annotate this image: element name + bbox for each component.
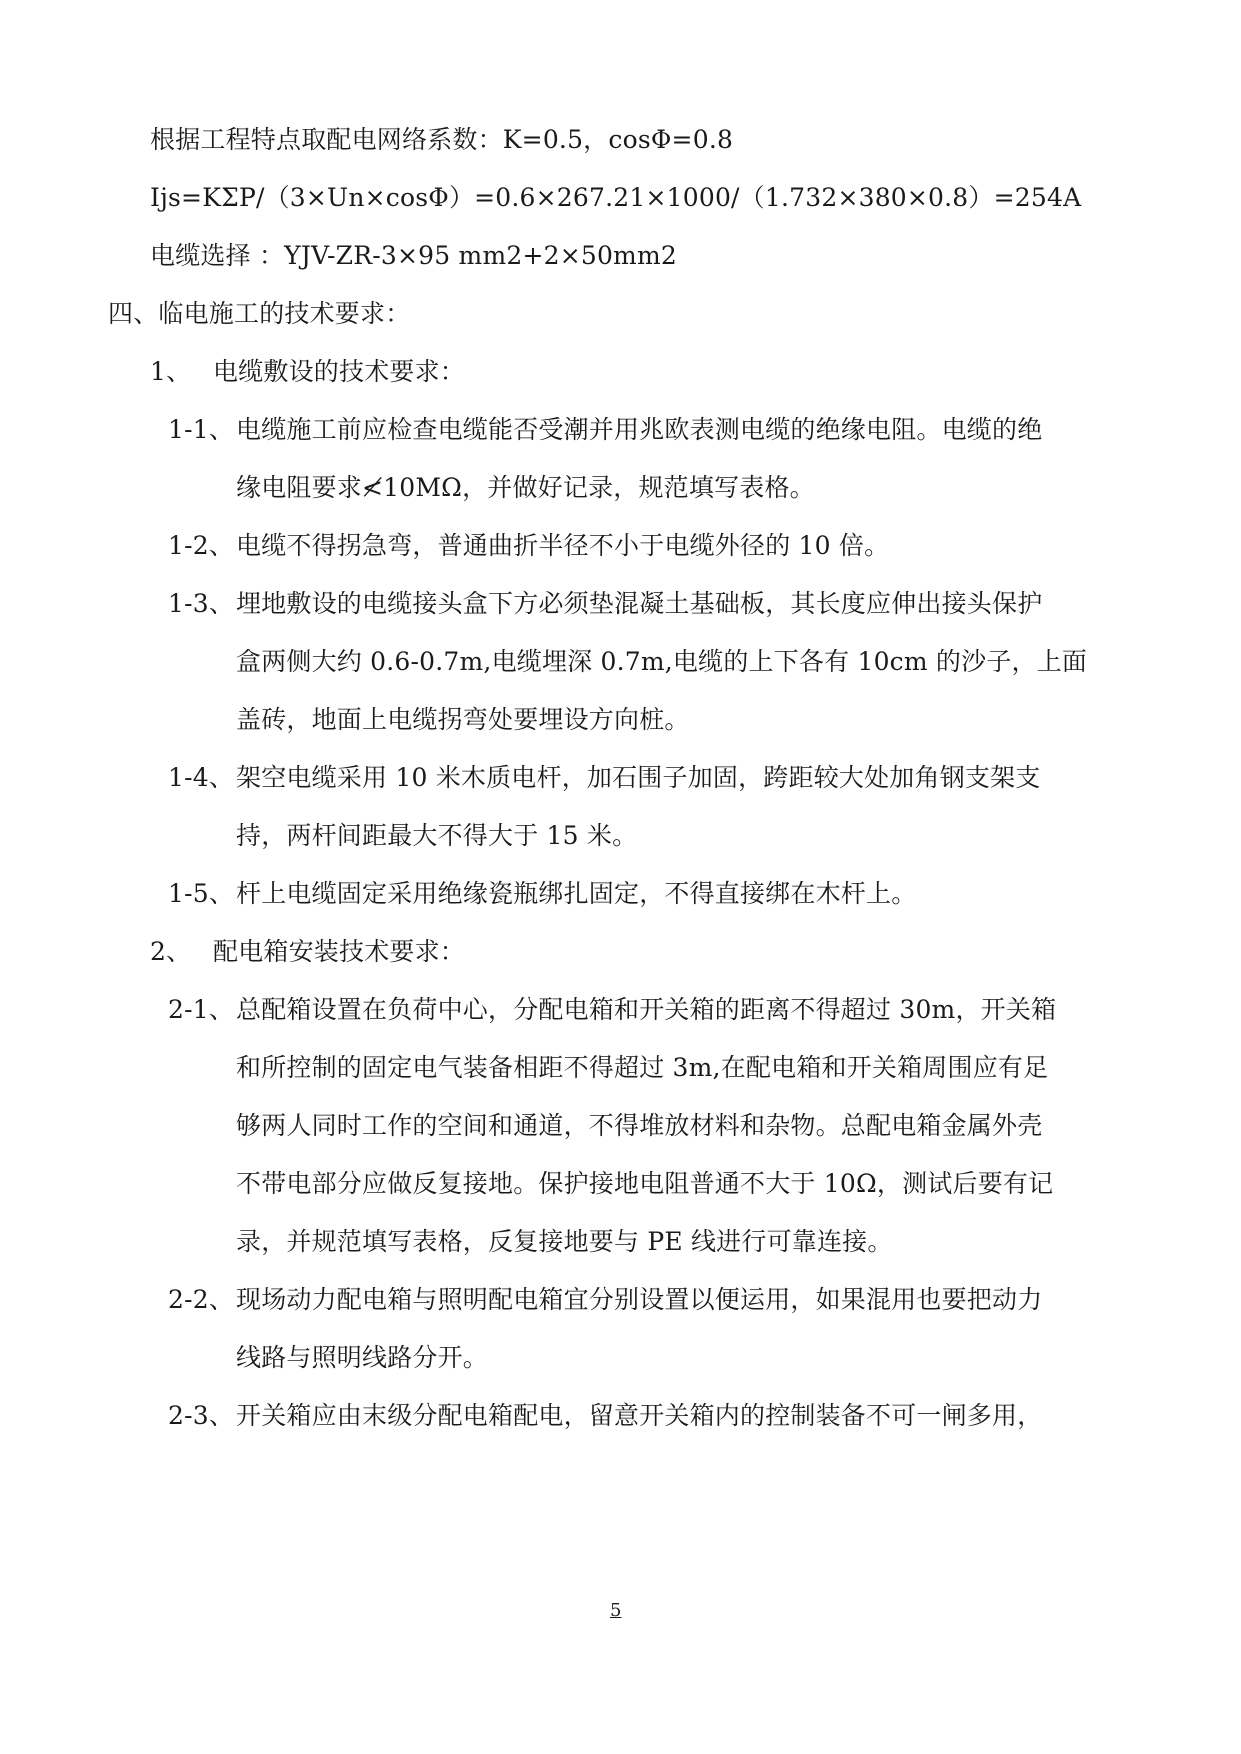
item-1-4-line-2: 持，两杆间距最大不得大于 15 米。 [236, 821, 638, 850]
item-1-1-number: 1-1、 [168, 415, 235, 444]
item-1-3-line-1: 埋地敷设的电缆接头盒下方必须垫混凝土基础板，其长度应伸出接头保护 [236, 589, 1043, 618]
item-1-3-line-2: 盒两侧大约 0.6-0.7m,电缆埋深 0.7m,电缆的上下各有 10cm 的沙子，上面 [236, 647, 1088, 676]
subheading-2-number: 2、 [150, 937, 192, 966]
subheading-2-title: 配电箱安装技术要求： [213, 937, 466, 966]
item-1-3-number: 1-3、 [168, 589, 235, 618]
item-2-1-number: 2-1、 [168, 995, 235, 1024]
item-2-1-line-4: 不带电部分应做反复接地。保护接地电阻普通不大于 10Ω，测试后要有记 [236, 1169, 1054, 1198]
item-2-3-line-1: 开关箱应由末级分配电箱配电，留意开关箱内的控制装备不可一闸多用， [236, 1401, 1043, 1430]
item-1-4-line-1: 架空电缆采用 10 米木质电杆，加石围子加固，跨距较大处加角钢支架支 [236, 763, 1041, 792]
item-2-3-number: 2-3、 [168, 1401, 235, 1430]
item-1-1-line-1: 电缆施工前应检查电缆能否受潮并用兆欧表测电缆的绝缘电阻。电缆的绝 [236, 415, 1043, 444]
item-2-2-line-2: 线路与照明线路分开。 [236, 1343, 489, 1372]
item-1-4-number: 1-4、 [168, 763, 235, 792]
section-4-heading: 四、临电施工的技术要求： [108, 299, 411, 328]
formula-current-line: Ijs=KΣP/（3×Un×cosΦ）=0.6×267.21×1000/（1.732×380×0.8）=254A [150, 183, 1082, 212]
subheading-1-number: 1、 [150, 357, 192, 386]
item-2-2-line-1: 现场动力配电箱与照明配电箱宜分别设置以便运用，如果混用也要把动力 [236, 1285, 1043, 1314]
item-2-1-line-3: 够两人同时工作的空间和通道，不得堆放材料和杂物。总配电箱金属外壳 [236, 1111, 1043, 1140]
item-1-5-line-1: 杆上电缆固定采用绝缘瓷瓶绑扎固定，不得直接绑在木杆上。 [236, 879, 917, 908]
item-2-1-line-2: 和所控制的固定电气装备相距不得超过 3m,在配电箱和开关箱周围应有足 [236, 1053, 1049, 1082]
item-2-1-line-1: 总配箱设置在负荷中心，分配电箱和开关箱的距离不得超过 30m，开关箱 [236, 995, 1057, 1024]
item-1-1-line-2: 缘电阻要求≮10MΩ，并做好记录，规范填写表格。 [236, 473, 815, 502]
subheading-1 [150, 357, 191, 387]
item-1-3-line-3: 盖砖，地面上电缆拐弯处要埋设方向桩。 [236, 705, 690, 734]
item-1-5-number: 1-5、 [168, 879, 235, 908]
item-2-2-number: 2-2、 [168, 1285, 235, 1314]
item-1-2-number: 1-2、 [168, 531, 235, 560]
page-number: 5 [610, 1600, 622, 1621]
formula-coefficient-line: 根据工程特点取配电网络系数：K=0.5，cosΦ=0.8 [150, 125, 734, 154]
cable-selection-line: 电缆选择 ：YJV-ZR-3×95 mm2+2×50mm2 [150, 241, 677, 270]
item-2-1-line-5: 录，并规范填写表格，反复接地要与 PE 线进行可靠连接。 [236, 1227, 893, 1256]
item-1-2-line-1: 电缆不得拐急弯，普通曲折半径不小于电缆外径的 10 倍。 [236, 531, 890, 560]
subheading-1-title: 电缆敷设的技术要求： [213, 357, 466, 386]
